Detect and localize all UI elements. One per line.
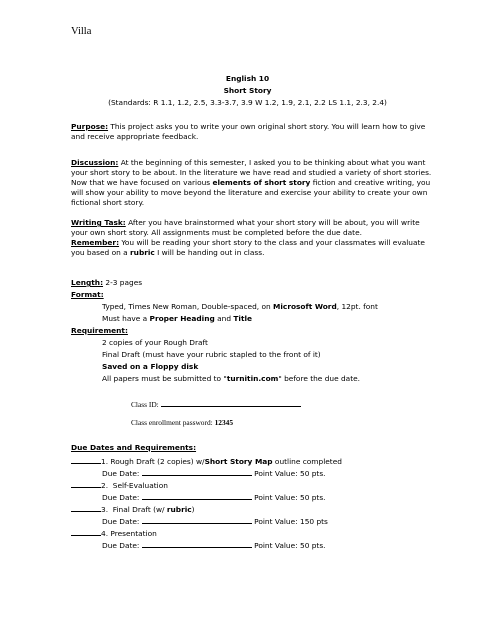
writing-task-text: After you have brainstormed what your short story will be about, you will write your own short story. All assignments must be completed before the due date. bbox=[71, 218, 420, 237]
purpose-label: Purpose: bbox=[71, 122, 109, 131]
standards-line: (Standards: R 1.1, 1.2, 2.5, 3.3-3.7, 3.9 W 1.2, 1.9, 2.1, 2.2 LS 1.1, 2.3, 2.4) bbox=[108, 98, 387, 107]
format-line-1 bbox=[102, 302, 378, 312]
due-item-1 bbox=[71, 455, 342, 467]
due-date-label: Due Date: bbox=[102, 541, 140, 550]
purpose-paragraph bbox=[71, 122, 433, 142]
point-value: Point Value: 50 pts. bbox=[254, 469, 326, 478]
format-label: Format: bbox=[71, 290, 104, 299]
due-date-blank bbox=[142, 491, 252, 500]
due-item-3 bbox=[71, 503, 195, 515]
discussion-text-1: At the beginning of this semester, I asked you to be thinking about what you want your short story to be about. In the literature we have read and studied a variety of short stories. Now that we have focused on various bbox=[71, 158, 432, 187]
checkbox-blank bbox=[71, 479, 101, 488]
length-value: 2-3 pages bbox=[103, 278, 143, 287]
requirement-line-1: 2 copies of your Rough Draft bbox=[102, 338, 208, 347]
due-item-number: 1. bbox=[101, 457, 109, 466]
discussion-bold: elements of short story bbox=[212, 178, 311, 187]
requirement-text: " before the due date. bbox=[278, 374, 360, 383]
due-date-blank bbox=[142, 467, 252, 476]
discussion-text-2: fiction and creative writing, you will show your ability to move beyond the literature and exercise your ability to create your own fictional short story. bbox=[71, 178, 431, 207]
due-date-label: Due Date: bbox=[102, 517, 140, 526]
header-name: Villa bbox=[71, 26, 92, 37]
due-date-row-2 bbox=[102, 491, 326, 503]
due-date-label: Due Date: bbox=[102, 469, 140, 478]
discussion-paragraph bbox=[71, 158, 433, 208]
format-text: , 12pt. font bbox=[336, 302, 378, 311]
requirement-line-3: Saved on a Floppy disk bbox=[102, 362, 199, 371]
due-item-bold: rubric bbox=[166, 505, 192, 514]
due-item-text: Presentation bbox=[108, 529, 157, 538]
due-item-number: 2. bbox=[101, 481, 109, 490]
format-text: and bbox=[214, 314, 234, 323]
requirement-text: All papers must be submitted to " bbox=[102, 374, 227, 383]
enrollment-value: 12345 bbox=[214, 418, 234, 427]
purpose-text: This project asks you to write your own original short story. You will learn how to give and receive appropriate feedback. bbox=[71, 122, 426, 141]
remember-label: Remember: bbox=[71, 238, 120, 247]
point-value: Point Value: 150 pts bbox=[254, 517, 328, 526]
writing-task-paragraph bbox=[71, 218, 433, 258]
requirement-label-line bbox=[71, 326, 128, 336]
point-value: Point Value: 50 pts. bbox=[254, 541, 326, 550]
due-item-number: 4. bbox=[101, 529, 109, 538]
due-item-text: outline completed bbox=[272, 457, 342, 466]
due-item-bold: Short Story Map bbox=[204, 457, 273, 466]
course-title: English 10 bbox=[225, 74, 270, 83]
requirement-line-4 bbox=[102, 374, 360, 384]
due-dates-heading: Due Dates and Requirements: bbox=[71, 443, 197, 452]
class-id-label: Class ID: bbox=[131, 400, 159, 409]
due-date-row-4 bbox=[102, 539, 326, 551]
requirement-line-2: Final Draft (must have your rubric stapled to the front of it) bbox=[102, 350, 321, 359]
format-bold: Proper Heading bbox=[149, 314, 215, 323]
remember-text-2: I will be handing out in class. bbox=[154, 248, 265, 257]
length-label: Length: bbox=[71, 278, 104, 287]
requirement-bold: turnitin.com bbox=[226, 374, 279, 383]
enrollment-label: Class enrollment password: bbox=[131, 418, 213, 427]
length-line bbox=[71, 278, 142, 288]
due-item-4 bbox=[71, 527, 157, 539]
format-text: Typed, Times New Roman, Double-spaced, on bbox=[102, 302, 274, 311]
checkbox-blank bbox=[71, 503, 101, 512]
due-date-blank bbox=[142, 539, 252, 548]
format-label-line bbox=[71, 290, 104, 300]
due-date-row-1 bbox=[102, 467, 326, 479]
checkbox-blank bbox=[71, 455, 101, 464]
enrollment-line bbox=[131, 418, 233, 428]
assignment-title: Short Story bbox=[223, 86, 272, 95]
class-id-line bbox=[131, 398, 301, 410]
due-item-2 bbox=[71, 479, 168, 491]
remember-text-1: You will be reading your short story to the class and your classmates will evaluate you based on a bbox=[71, 238, 425, 257]
due-item-text: Final Draft (w/ bbox=[108, 505, 167, 514]
format-bold: Microsoft Word bbox=[273, 302, 337, 311]
format-line-2 bbox=[102, 314, 252, 324]
due-item-number: 3. bbox=[101, 505, 109, 514]
due-item-text: ) bbox=[191, 505, 195, 514]
due-date-label: Due Date: bbox=[102, 493, 140, 502]
due-date-row-3 bbox=[102, 515, 328, 527]
due-dates-heading-line bbox=[71, 443, 196, 453]
format-bold: Title bbox=[233, 314, 253, 323]
checkbox-blank bbox=[71, 527, 101, 536]
due-date-blank bbox=[142, 515, 252, 524]
point-value: Point Value: 50 pts. bbox=[254, 493, 326, 502]
writing-task-label: Writing Task: bbox=[71, 218, 126, 227]
requirement-label: Requirement: bbox=[71, 326, 128, 335]
due-item-text: Self-Evaluation bbox=[108, 481, 168, 490]
due-item-text: Rough Draft (2 copies) w/ bbox=[108, 457, 205, 466]
remember-bold: rubric bbox=[130, 248, 155, 257]
format-text: Must have a bbox=[102, 314, 150, 323]
class-id-blank bbox=[161, 398, 301, 407]
discussion-label: Discussion: bbox=[71, 158, 119, 167]
